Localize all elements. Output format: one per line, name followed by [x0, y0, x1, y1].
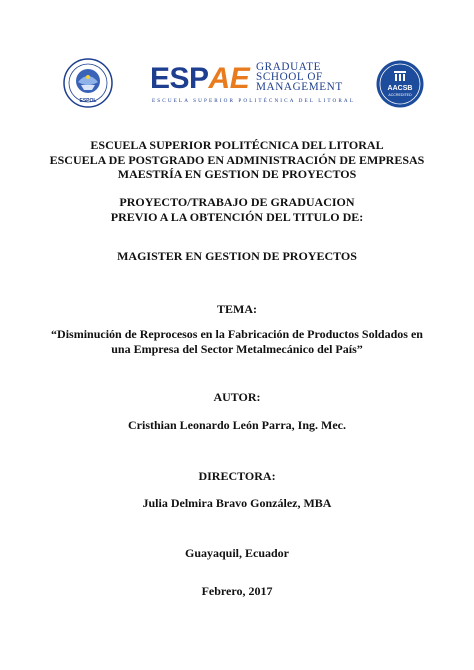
institution-header [0, 138, 474, 182]
topic-title [0, 327, 474, 356]
director-name [0, 496, 474, 511]
director-name-text: Julia Delmira Bravo González, MBA [142, 496, 332, 510]
project-block [0, 195, 474, 224]
topic-label [0, 302, 474, 317]
espol-seal-text: ESPOL [79, 98, 97, 104]
espae-wordmark [150, 64, 249, 94]
degree-title [0, 249, 474, 264]
graduate-line-1: GRADUATE [256, 61, 322, 73]
project-line-1: PROYECTO/TRABAJO DE GRADUACION [119, 195, 355, 209]
graduate-line-3: MANAGEMENT [256, 81, 343, 93]
topic-line-1: “Disminución de Reprocesos en la Fabricación de Productos Soldados en [51, 327, 423, 341]
espae-wordmark-left: ESP [150, 62, 209, 95]
author-name-text: Cristhian Leonardo León Parra, Ing. Mec. [128, 418, 346, 432]
date-text: Febrero, 2017 [201, 584, 273, 598]
header-line-3: MAESTRÍA EN GESTION DE PROYECTOS [117, 167, 357, 181]
graduate-line-2: SCHOOL OF [256, 71, 323, 83]
espae-subtitle: ESCUELA SUPERIOR POLITÉCNICA DEL LITORAL [152, 98, 356, 104]
header-line-1: ESCUELA SUPERIOR POLITÉCNICA DEL LITORAL [90, 138, 384, 152]
degree-text: MAGISTER EN GESTION DE PROYECTOS [117, 249, 357, 263]
author-name [0, 418, 474, 433]
author-label-text: AUTOR: [213, 390, 261, 404]
header-line-2: ESCUELA DE POSTGRADO EN ADMINISTRACIÓN DE EMPRESAS [49, 152, 425, 167]
author-label [0, 390, 474, 405]
logo-row [0, 58, 474, 114]
aacsb-seal-icon [376, 60, 424, 108]
aacsb-seal-subtext: ACCREDITED [388, 93, 412, 97]
graduate-school-text [256, 62, 343, 92]
topic-line-2: una Empresa del Sector Metalmecánico del País” [111, 341, 363, 356]
director-label [0, 469, 474, 484]
project-line-2: PREVIO A LA OBTENCIÓN DEL TITULO DE: [110, 209, 364, 224]
place-text: Guayaquil, Ecuador [184, 546, 290, 560]
place [0, 546, 474, 561]
director-label-text: DIRECTORA: [198, 469, 276, 483]
espae-logo [150, 61, 356, 108]
aacsb-seal-text: AACSB [387, 85, 413, 92]
date [0, 584, 474, 599]
espae-wordmark-right: AE [208, 62, 250, 95]
espol-seal-icon [63, 58, 113, 108]
topic-label-text: TEMA: [217, 302, 257, 316]
